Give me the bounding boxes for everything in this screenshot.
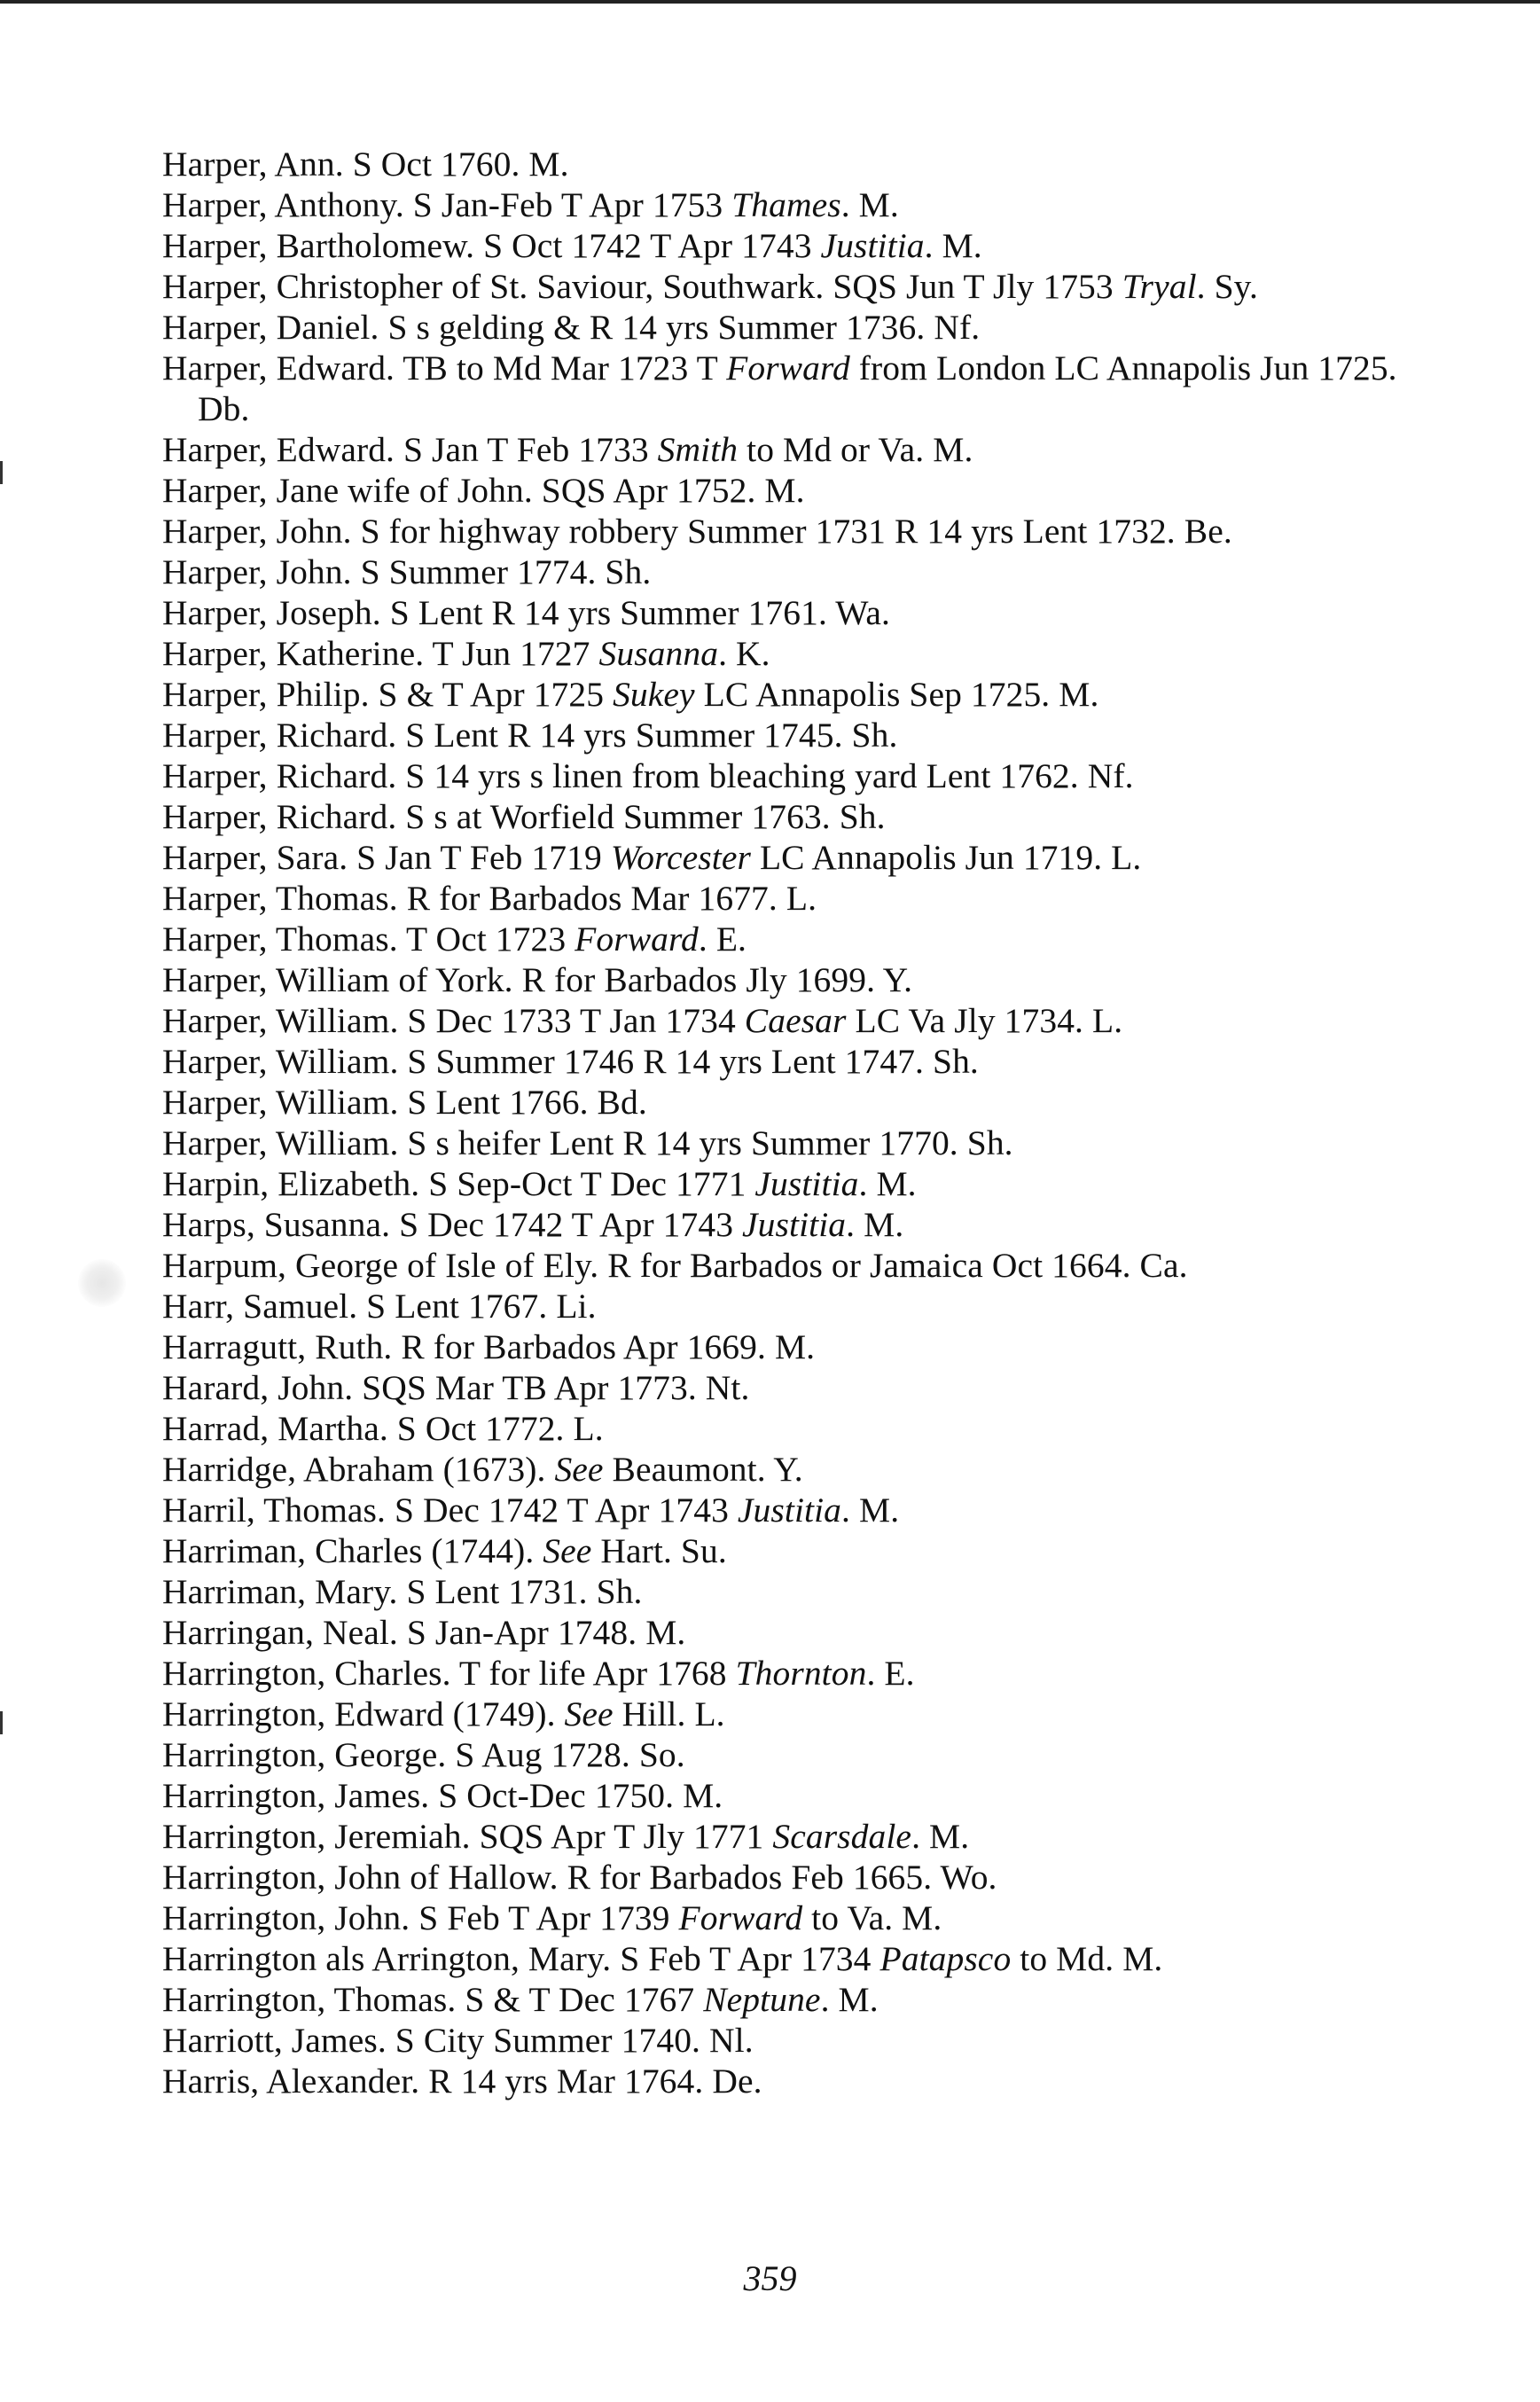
entry-text: LC Va Jly 1734. L.	[846, 1001, 1123, 1040]
index-entry	[162, 2020, 1403, 2061]
entry-text: Harper, Joseph. S Lent R 14 yrs Summer 1761. Wa.	[162, 593, 891, 632]
entry-text: Harpum, George of Isle of Ely. R for Barbados or Jamaica Oct 1664. Ca.	[162, 1246, 1188, 1285]
index-entry	[162, 1041, 1403, 1082]
entry-italic-text: Patapsco	[879, 1939, 1012, 1978]
entry-text: Harr, Samuel. S Lent 1767. Li.	[162, 1287, 597, 1326]
entry-text: . M.	[841, 1490, 900, 1530]
index-entry	[162, 633, 1403, 674]
index-entry	[162, 225, 1403, 266]
index-entry	[162, 674, 1403, 715]
entry-text: LC Annapolis Sep 1725. M.	[694, 675, 1099, 714]
entry-italic-text: Thames	[731, 185, 841, 224]
entry-text: Harper, William. S Summer 1746 R 14 yrs Lent 1747. Sh.	[162, 1042, 979, 1081]
entry-text: to Md. M.	[1011, 1939, 1163, 1978]
entry-text: . K.	[718, 634, 770, 673]
index-entry	[162, 1286, 1403, 1326]
entry-text: Harrington, Charles. T for life Apr 1768	[162, 1654, 736, 1693]
entry-text: LC Annapolis Jun 1719. L.	[750, 838, 1142, 877]
entry-text: Harrington, James. S Oct-Dec 1750. M.	[162, 1776, 723, 1815]
page-number: 359	[743, 2258, 797, 2298]
index-entry	[162, 837, 1403, 878]
entry-text: Hart. Su.	[591, 1531, 727, 1570]
entry-text: Harriott, James. S City Summer 1740. Nl.	[162, 2021, 754, 2060]
entry-italic-text: See	[554, 1450, 604, 1489]
index-entry	[162, 1490, 1403, 1530]
index-entry	[162, 592, 1403, 633]
index-entry	[162, 1775, 1403, 1816]
entry-italic-text: Caesar	[744, 1001, 847, 1040]
entry-text: Harper, Sara. S Jan T Feb 1719	[162, 838, 611, 877]
entry-text: to Md or Va. M.	[738, 430, 973, 469]
entry-text: . M.	[820, 1980, 879, 2019]
entry-text: Harriman, Charles (1744).	[162, 1531, 543, 1570]
entry-text: Harper, Thomas. T Oct 1723	[162, 919, 575, 958]
entry-text: Harper, Jane wife of John. SQS Apr 1752. M.	[162, 471, 805, 510]
entry-italic-text: Forward	[678, 1898, 803, 1937]
index-entry	[162, 1245, 1403, 1286]
entry-text: Harper, John. S for highway robbery Summer 1731 R 14 yrs Lent 1732. Be.	[162, 512, 1232, 551]
index-entry	[162, 1612, 1403, 1653]
entry-text: Harringan, Neal. S Jan-Apr 1748. M.	[162, 1613, 686, 1652]
index-entry	[162, 1000, 1403, 1041]
entry-text: Harper, Anthony. S Jan-Feb T Apr 1753	[162, 185, 732, 224]
entry-text: to Va. M.	[802, 1898, 942, 1937]
index-entry	[162, 552, 1403, 592]
entry-text: . M.	[924, 226, 982, 265]
entry-italic-text: Smith	[657, 430, 739, 469]
entry-italic-text: Thornton	[735, 1654, 867, 1693]
entry-text: Harper, Bartholomew. S Oct 1742 T Apr 1743	[162, 226, 821, 265]
entry-italic-text: Neptune	[703, 1980, 821, 2019]
index-entry	[162, 2061, 1403, 2101]
entry-italic-text: Forward	[575, 919, 699, 958]
index-entry	[162, 429, 1403, 470]
index-entry	[162, 348, 1403, 429]
index-entry	[162, 184, 1403, 225]
entry-text: Harrington, George. S Aug 1728. So.	[162, 1735, 685, 1774]
entry-text: Harper, Katherine. T Jun 1727	[162, 634, 599, 673]
page-stain	[78, 1259, 126, 1307]
entry-text: Harper, William. S Dec 1733 T Jan 1734	[162, 1001, 745, 1040]
index-entry	[162, 470, 1403, 511]
entry-text: Harragutt, Ruth. R for Barbados Apr 1669. M.	[162, 1327, 816, 1366]
index-entry	[162, 878, 1403, 919]
entry-text: Harrington, John. S Feb T Apr 1739	[162, 1898, 679, 1937]
entry-text: . M.	[840, 185, 899, 224]
index-entry	[162, 1204, 1403, 1245]
entry-text: Harrington, John of Hallow. R for Barbados Feb 1665. Wo.	[162, 1858, 997, 1897]
page-top-edge	[0, 0, 1540, 4]
entry-text: Harper, Edward. TB to Md Mar 1723 T	[162, 348, 727, 387]
index-entry	[162, 1979, 1403, 2020]
index-entry	[162, 1938, 1403, 1979]
index-entry	[162, 1163, 1403, 1204]
index-entry	[162, 1571, 1403, 1612]
entry-list	[162, 144, 1403, 2101]
entry-italic-text: Justitia	[754, 1164, 859, 1203]
left-edge-mark	[0, 461, 3, 484]
index-entry	[162, 755, 1403, 796]
entry-text: . M.	[858, 1164, 917, 1203]
entry-text: Harper, Daniel. S s gelding & R 14 yrs Summer 1736. Nf.	[162, 308, 981, 347]
index-entry	[162, 1857, 1403, 1897]
entry-text: . E.	[698, 919, 747, 958]
entry-text: . E.	[866, 1654, 915, 1693]
entry-text: Harriman, Mary. S Lent 1731. Sh.	[162, 1572, 643, 1611]
entry-italic-text: Justitia	[820, 226, 925, 265]
entry-text: from London LC Annapolis Jun 1725. Db.	[198, 348, 1397, 428]
entry-text: Harper, Ann. S Oct 1760. M.	[162, 145, 569, 184]
entry-text: Harper, Philip. S & T Apr 1725	[162, 675, 614, 714]
entry-text: Harper, William of York. R for Barbados Jly 1699. Y.	[162, 960, 913, 999]
index-entry	[162, 1123, 1403, 1163]
index-entry	[162, 1449, 1403, 1490]
index-entry	[162, 1694, 1403, 1734]
index-entry	[162, 1897, 1403, 1938]
index-entry	[162, 796, 1403, 837]
index-entry	[162, 1367, 1403, 1408]
entry-text: Beaumont. Y.	[603, 1450, 803, 1489]
entry-italic-text: See	[543, 1531, 592, 1570]
entry-text: Hill. L.	[613, 1694, 725, 1733]
entry-text: . M.	[846, 1205, 904, 1244]
index-entry	[162, 1734, 1403, 1775]
entry-text: Harper, Thomas. R for Barbados Mar 1677. L.	[162, 879, 817, 918]
entry-text: Harper, Richard. S Lent R 14 yrs Summer 1745. Sh.	[162, 716, 898, 755]
entry-text: Harper, William. S s heifer Lent R 14 yrs Summer 1770. Sh.	[162, 1123, 1013, 1162]
entry-text: Harper, Christopher of St. Saviour, Southwark. SQS Jun T Jly 1753	[162, 267, 1122, 306]
entry-text: Harpin, Elizabeth. S Sep-Oct T Dec 1771	[162, 1164, 755, 1203]
entry-text: Harril, Thomas. S Dec 1742 T Apr 1743	[162, 1490, 738, 1530]
entry-text: Harper, John. S Summer 1774. Sh.	[162, 552, 652, 591]
entry-text: Harper, William. S Lent 1766. Bd.	[162, 1083, 647, 1122]
index-entry	[162, 1326, 1403, 1367]
index-entry	[162, 1530, 1403, 1571]
entry-text: Harper, Richard. S s at Worfield Summer 1763. Sh.	[162, 797, 886, 836]
index-entry	[162, 919, 1403, 959]
index-entry	[162, 266, 1403, 307]
index-entry	[162, 307, 1403, 348]
entry-text: Harrington, Edward (1749).	[162, 1694, 565, 1733]
entry-text: Harridge, Abraham (1673).	[162, 1450, 555, 1489]
index-entry	[162, 511, 1403, 552]
entry-text: Harrad, Martha. S Oct 1772. L.	[162, 1409, 604, 1448]
entry-text: Harper, Edward. S Jan T Feb 1733	[162, 430, 658, 469]
index-entry	[162, 144, 1403, 184]
entry-italic-text: Justitia	[737, 1490, 842, 1530]
entry-text: Harrington, Thomas. S & T Dec 1767	[162, 1980, 704, 2019]
entry-text: . M.	[911, 1817, 970, 1856]
index-entry	[162, 1816, 1403, 1857]
entry-text: Harris, Alexander. R 14 yrs Mar 1764. De.	[162, 2062, 762, 2101]
index-entry	[162, 1408, 1403, 1449]
entry-text: Harper, Richard. S 14 yrs s linen from bleaching yard Lent 1762. Nf.	[162, 756, 1134, 795]
entry-italic-text: Justitia	[742, 1205, 847, 1244]
index-entry	[162, 1082, 1403, 1123]
entry-italic-text: Worcester	[610, 838, 751, 877]
index-entry	[162, 959, 1403, 1000]
entry-text: Harrington, Jeremiah. SQS Apr T Jly 1771	[162, 1817, 773, 1856]
entry-italic-text: See	[564, 1694, 614, 1733]
index-entry	[162, 1653, 1403, 1694]
entry-text: . Sy.	[1196, 267, 1258, 306]
entry-text: Harard, John. SQS Mar TB Apr 1773. Nt.	[162, 1368, 750, 1407]
entry-italic-text: Sukey	[613, 675, 695, 714]
entry-italic-text: Susanna	[598, 634, 719, 673]
entry-italic-text: Scarsdale	[772, 1817, 912, 1856]
entry-italic-text: Tryal	[1122, 267, 1197, 306]
entry-text: Harps, Susanna. S Dec 1742 T Apr 1743	[162, 1205, 743, 1244]
entry-text: Harrington als Arrington, Mary. S Feb T Apr 1734	[162, 1939, 880, 1978]
index-entry	[162, 715, 1403, 755]
left-edge-mark	[0, 1711, 3, 1734]
entry-italic-text: Forward	[726, 348, 850, 387]
